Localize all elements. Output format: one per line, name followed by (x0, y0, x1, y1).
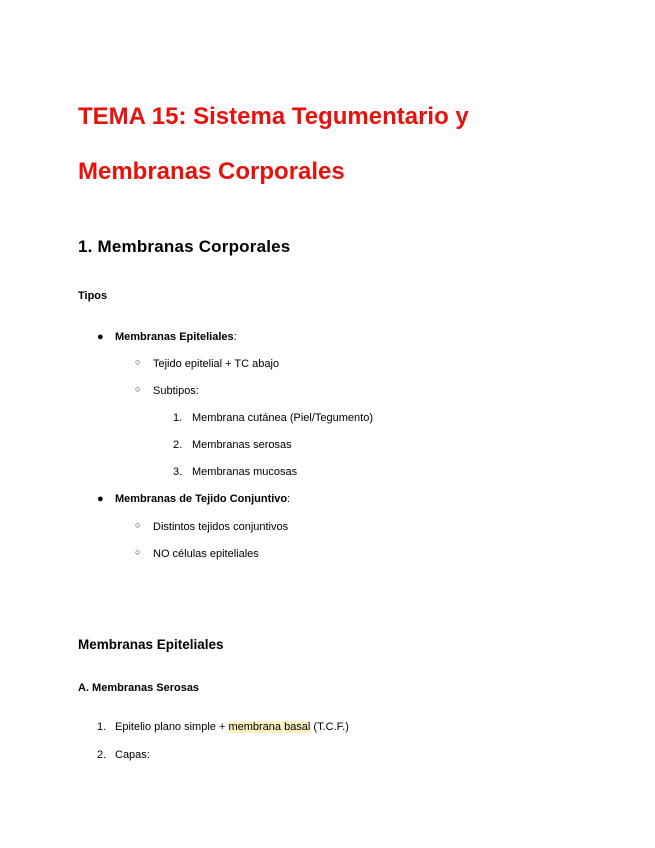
bullet-icon: ● (97, 331, 104, 343)
title-line-1: TEMA 15: Sistema Tegumentario y (78, 103, 469, 130)
number-marker: 1. (173, 412, 183, 424)
text-after: (T.C.F.) (310, 721, 349, 733)
subtype-item: Membrana cutánea (Piel/Tegumento) (192, 412, 373, 424)
subheading-tipos: Tipos (78, 290, 108, 302)
list-item-suffix: : (233, 331, 237, 343)
hollow-bullet-icon: ○ (135, 357, 141, 367)
subheading-membranas-serosas: A. Membranas Serosas (78, 682, 200, 694)
bullet-icon: ● (97, 493, 104, 505)
section-heading-membranas-epiteliales: Membranas Epiteliales (78, 637, 224, 652)
list-item-suffix: : (287, 493, 291, 505)
list-item-capas: Capas: (115, 749, 150, 761)
subtype-item: Membranas mucosas (192, 466, 298, 478)
list-item-label: Membranas Epiteliales (115, 331, 234, 343)
subtype-item: Membranas serosas (192, 439, 292, 451)
list-item-membranas-epiteliales (115, 331, 237, 343)
title-line-2: Membranas Corporales (78, 158, 345, 185)
highlighted-text: membrana basal (228, 721, 311, 733)
number-marker: 1. (97, 721, 107, 733)
number-marker: 2. (173, 439, 183, 451)
number-marker: 2. (97, 749, 107, 761)
list-item-membranas-tejido-conjuntivo (115, 493, 290, 505)
list-item-label: Membranas de Tejido Conjuntivo (115, 493, 288, 505)
number-marker: 3. (173, 466, 183, 478)
sub-item: NO células epiteliales (153, 548, 259, 560)
sub-item: Tejido epitelial + TC abajo (153, 358, 280, 370)
list-item-epitelio (115, 721, 349, 733)
sub-item: Distintos tejidos conjuntivos (153, 521, 289, 533)
section-heading-membranas-corporales: 1. Membranas Corporales (78, 237, 291, 256)
sub-item: Subtipos: (153, 385, 199, 397)
text-before: Epitelio plano simple + (115, 721, 229, 733)
hollow-bullet-icon: ○ (135, 384, 141, 394)
hollow-bullet-icon: ○ (135, 547, 141, 557)
hollow-bullet-icon: ○ (135, 520, 141, 530)
